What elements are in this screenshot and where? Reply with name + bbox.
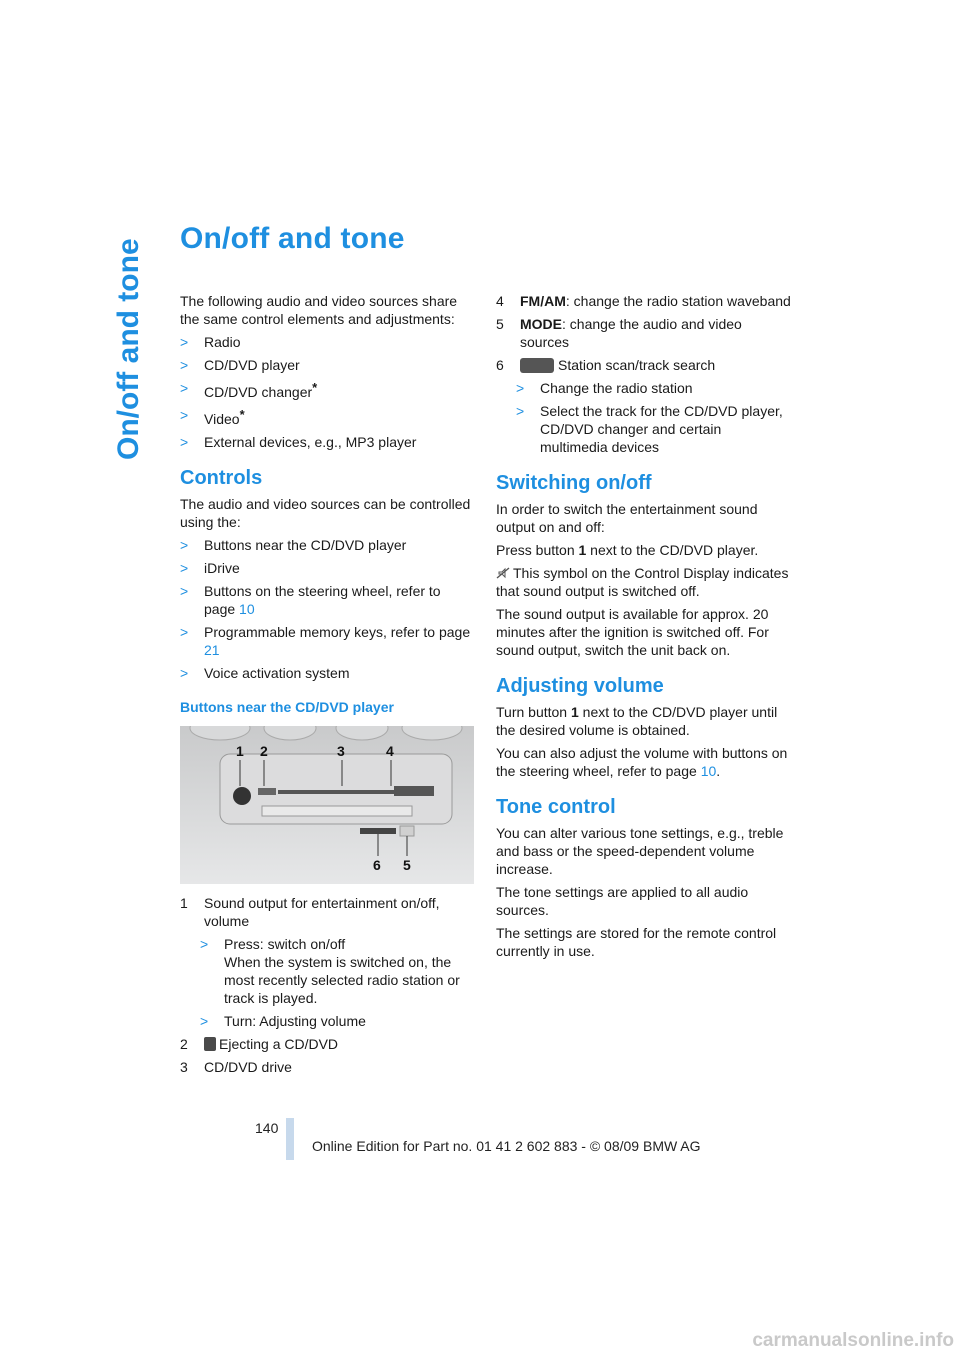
switching-text-2: Press button 1 next to the CD/DVD player.: [496, 542, 759, 558]
switching-text-1: In order to switch the entertainment sound output on and off:: [496, 501, 758, 535]
list-item: > Change the radio station: [516, 380, 693, 396]
list-item: > CD/DVD player: [180, 357, 300, 373]
buttons-heading: Buttons near the CD/DVD player: [180, 699, 394, 715]
list-item: > Buttons near the CD/DVD player: [180, 537, 407, 553]
page-link[interactable]: 21: [204, 642, 220, 658]
volume-text-2: You can also adjust the volume with buttons on the steering wheel, refer to page 10.: [496, 745, 788, 779]
list-item: > Select the track for the CD/DVD player, CD/DVD changer and certain multimedia devices: [516, 403, 783, 455]
switching-text-3: This symbol on the Control Display indicates that sound output is switched off.: [496, 565, 789, 599]
list-item: > Buttons on the steering wheel, refer to page 10: [180, 583, 441, 617]
list-item: > Programmable memory keys, refer to page 21: [180, 624, 471, 658]
list-item: > iDrive: [180, 560, 240, 576]
list-item: > CD/DVD changer*: [180, 380, 318, 400]
volume-heading: Adjusting volume: [496, 675, 664, 697]
list-item: > Turn: Adjusting volume: [200, 1013, 366, 1029]
tone-text-2: The tone settings are applied to all audio sources.: [496, 884, 749, 918]
footer-bar: [286, 1118, 294, 1160]
list-item: > Radio: [180, 334, 241, 350]
legend-item-4: 4 FM/AM: change the radio station waveband: [496, 293, 791, 309]
photo-label: 1: [236, 743, 244, 759]
legend-item-5: 5 MODE: change the audio and video sources: [496, 316, 742, 350]
optional-star-icon: *: [312, 380, 318, 395]
eject-icon: [204, 1037, 216, 1051]
photo-label: 4: [386, 743, 394, 759]
page-number: 140: [255, 1120, 279, 1136]
tone-heading: Tone control: [496, 796, 616, 818]
legend-item-6: 6 Station scan/track search: [496, 357, 716, 373]
page-link[interactable]: 10: [700, 763, 717, 779]
controls-text: The audio and video sources can be controlled using the:: [180, 496, 471, 530]
footer-text: Online Edition for Part no. 01 41 2 602 883 - © 08/09 BMW AG: [312, 1138, 701, 1154]
photo-label: 6: [373, 857, 381, 873]
sound-off-icon: [496, 567, 510, 579]
photo-label: 5: [403, 857, 411, 873]
controls-heading: Controls: [180, 467, 263, 489]
legend-item-1: 1 Sound output for entertainment on/off, volume: [180, 895, 440, 929]
left-column: [180, 292, 472, 1081]
intro-text: The following audio and video sources share the same control elements and adjustments:: [180, 293, 458, 327]
page-link[interactable]: 10: [239, 601, 255, 617]
side-tab-label: On/off and tone: [112, 238, 145, 460]
list-item: > Press: switch on/off When the system is switched on, the most recently selected radio station or track is played.: [200, 936, 460, 1006]
photo-label: 3: [337, 743, 345, 759]
watermark: carmanualsonline.info: [752, 1330, 954, 1351]
list-item: > Voice activation system: [180, 665, 350, 681]
list-item: > Video*: [180, 407, 245, 427]
switching-text-4: The sound output is available for approx. 20 minutes after the ignition is switched off. For sound output, switch the unit back on.: [496, 606, 769, 658]
switching-heading: Switching on/off: [496, 472, 652, 494]
page-title: On/off and tone: [180, 222, 405, 255]
legend-item-3: 3 CD/DVD drive: [180, 1059, 292, 1075]
volume-text-1: Turn button 1 next to the CD/DVD player until the desired volume is obtained.: [496, 704, 778, 738]
tone-text-3: The settings are stored for the remote control currently in use.: [496, 925, 777, 959]
scan-button-icon: [520, 358, 554, 373]
cd-player-photo: [180, 726, 474, 884]
optional-star-icon: *: [239, 407, 245, 422]
legend-item-2: 2 Ejecting a CD/DVD: [180, 1036, 339, 1052]
right-column: [496, 292, 792, 965]
list-item: > External devices, e.g., MP3 player: [180, 434, 417, 450]
tone-text-1: You can alter various tone settings, e.g., treble and bass or the speed-dependent volume increase.: [496, 825, 784, 877]
photo-label: 2: [260, 743, 268, 759]
